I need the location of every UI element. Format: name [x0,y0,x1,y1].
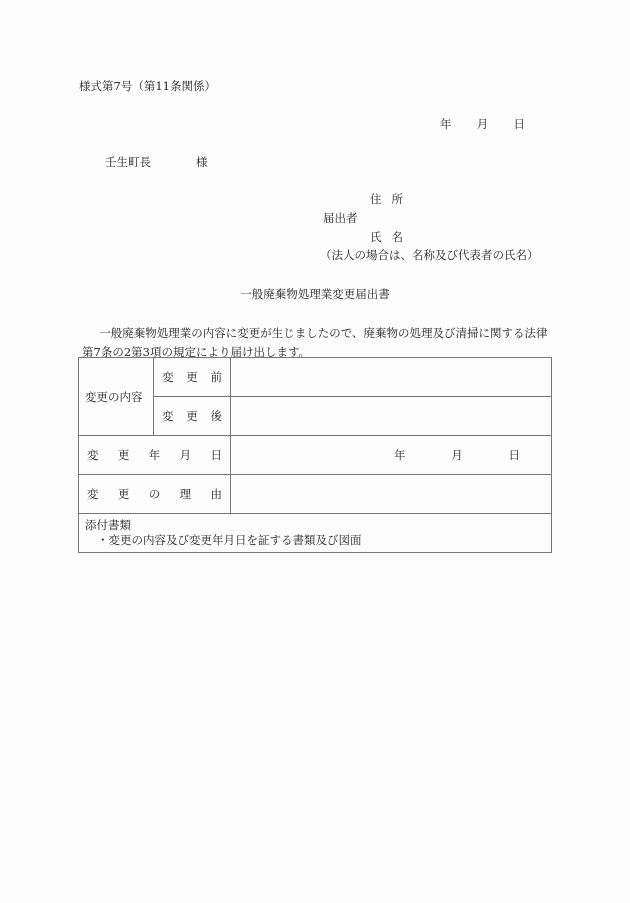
address-label: 住所 [370,192,413,206]
date-month-label: 月 [476,117,489,131]
attachments-item: ・変更の内容及び変更年月日を証する書類及び図面 [97,533,362,547]
change-content-label: 変更の内容 [79,358,154,436]
date-day-label: 日 [513,117,525,131]
form-number: 様式第7号（第11条関係） [79,79,216,93]
change-date-field[interactable] [231,436,552,475]
change-date-month: 月 [451,448,463,462]
change-date-label: 変 更 年 月 日 [79,436,231,475]
body-text: 一般廃棄物処理業の内容に変更が生じましたので、廃棄物の処理及び清掃に関する法律第7条の2第3項の規定により届け出します。 [82,326,548,359]
name-label: 氏名 [370,230,413,244]
change-date-day: 日 [508,448,520,462]
change-reason-label: 変 更 の 理 由 [79,475,231,514]
submission-date [440,119,525,131]
table-row-change-date [79,436,552,475]
before-label: 変 更 前 [154,358,231,397]
attachments-label: 添付書類 [85,518,131,532]
after-label: 変 更 後 [154,397,231,436]
before-value-field[interactable] [231,358,552,397]
addressee-honorific: 様 [196,155,208,169]
document-title: 一般廃棄物処理業変更届出書 [240,287,390,301]
corporate-note: （法人の場合は、名称及び代表者の氏名） [320,248,539,262]
table-row-attachments [79,514,552,553]
attachments-cell [79,514,552,553]
change-date-year: 年 [394,448,406,462]
after-value-field[interactable] [231,397,552,436]
notifier-label: 届出者 [323,211,358,225]
table-row-before [79,358,552,397]
table-row-change-reason [79,475,552,514]
date-year-label: 年 [440,117,452,131]
addressee-name: 壬生町長 [105,155,151,169]
change-reason-field[interactable] [231,475,552,514]
change-form-table [78,357,552,553]
